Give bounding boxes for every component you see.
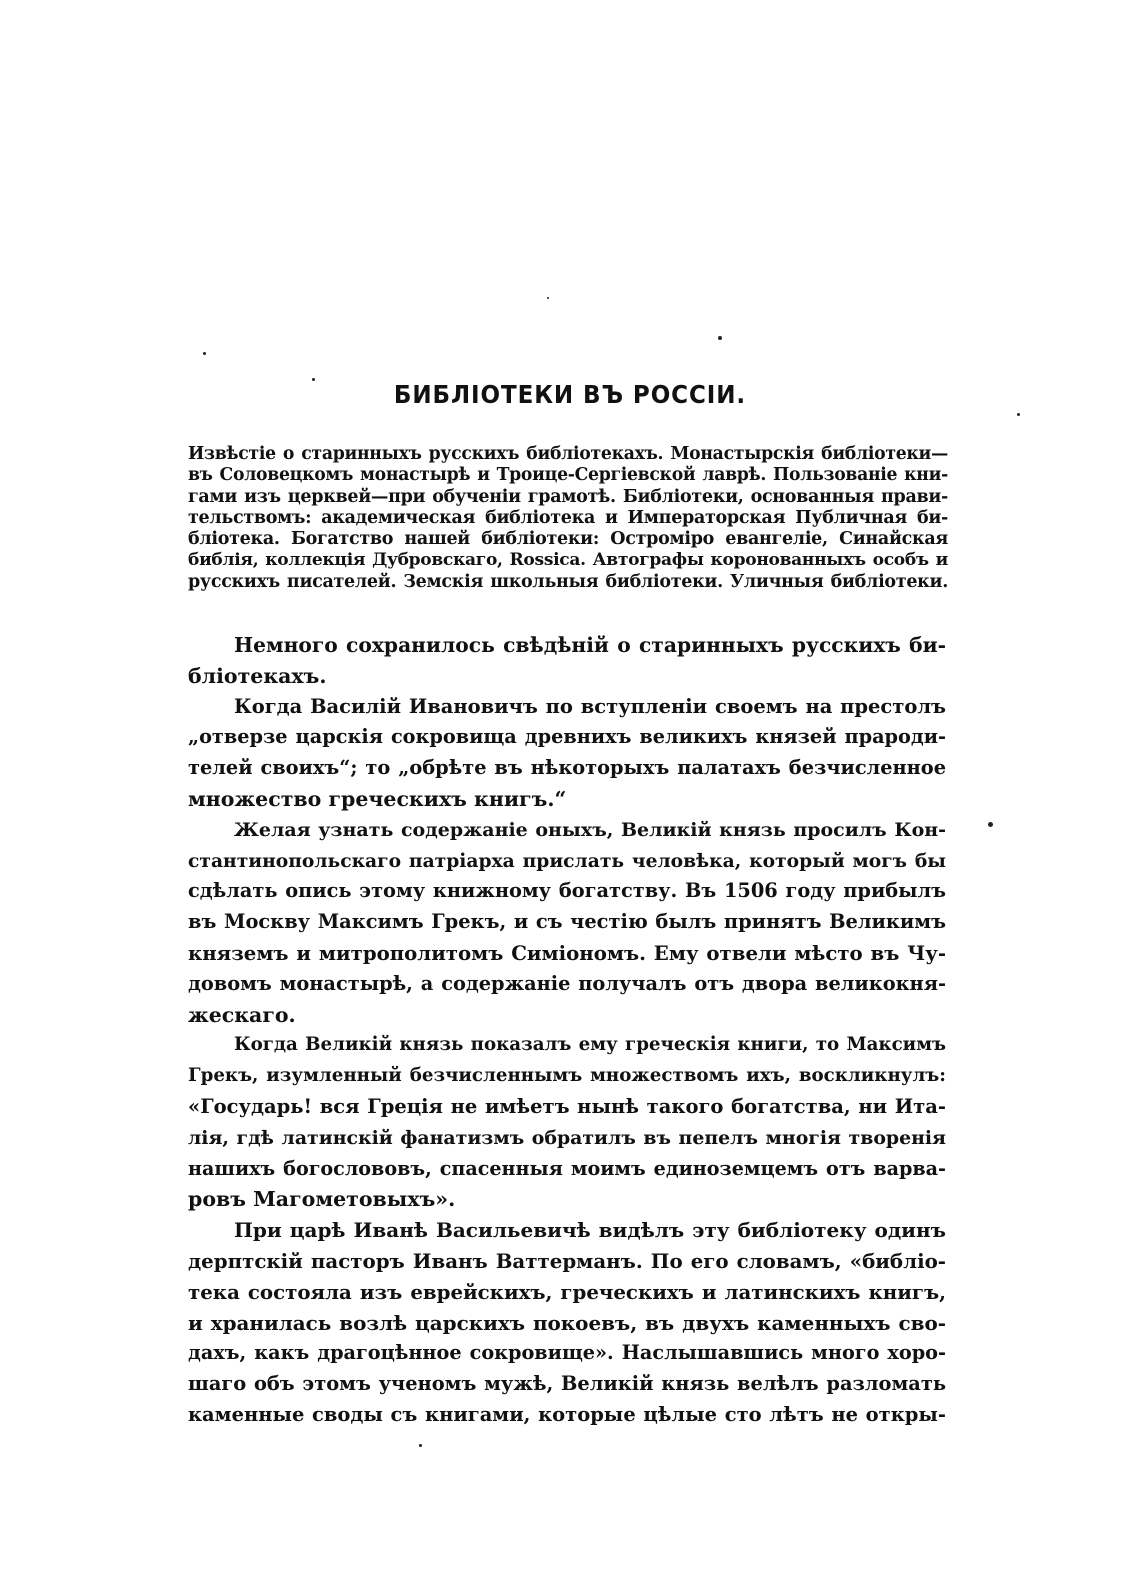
body-line: сдѣлать опись этому книжному богатству. Въ 1506 году прибылъ bbox=[188, 879, 946, 903]
body-line: стантинопольскаго патріарха прислать человѣка, который могъ бы bbox=[188, 849, 946, 872]
summary-line: тельствомъ: академическая библіотека и Императорская Публичная би- bbox=[188, 507, 948, 528]
body-line: каменные своды съ книгами, которые цѣлые сто лѣтъ не откры- bbox=[188, 1402, 946, 1426]
body-line: Когда Василій Ивановичъ по вступленіи своемъ на престолъ bbox=[234, 694, 946, 718]
body-line: дерптскій пасторъ Иванъ Ваттерманъ. По его словамъ, «библіо- bbox=[188, 1248, 946, 1273]
chapter-summary bbox=[188, 444, 948, 593]
body-line: довомъ монастырѣ, а содержаніе получалъ отъ двора великокня- bbox=[188, 971, 946, 995]
page-title: БИБЛІОТЕКИ ВЪ РОССІИ. bbox=[393, 380, 747, 409]
body-line: Когда Великій князь показалъ ему греческія книги, то Максимъ bbox=[234, 1034, 946, 1056]
summary-line: Извѣстіе о старинныхъ русскихъ библіотекахъ. Монастырскія библіотеки— bbox=[188, 444, 948, 464]
scan-speck bbox=[988, 822, 993, 827]
body-text bbox=[188, 630, 946, 1431]
body-line: нашихъ богослововъ, спасенныя моимъ единоземцемъ отъ варва- bbox=[188, 1156, 946, 1180]
body-line: въ Москву Максимъ Грекъ, и съ честію былъ принятъ Великимъ bbox=[188, 910, 946, 934]
body-line: телей своихъ“; то „обрѣте въ нѣкоторыхъ палатахъ безчисленное bbox=[188, 756, 946, 780]
scan-speck bbox=[419, 1444, 422, 1447]
body-line: бліотекахъ. bbox=[188, 663, 327, 688]
body-line: Немного сохранилось свѣдѣній о старинныхъ русскихъ би- bbox=[234, 633, 946, 657]
body-line: Желая узнать содержаніе оныхъ, Великій князь просилъ Кон- bbox=[234, 818, 946, 841]
body-line: лія, гдѣ латинскій фанатизмъ обратилъ въ пепелъ многія творенія bbox=[188, 1126, 946, 1149]
body-line: шаго объ этомъ ученомъ мужѣ, Великій князь велѣлъ разломать bbox=[188, 1372, 946, 1396]
body-line: и хранилась возлѣ царскихъ покоевъ, въ двухъ каменныхъ сво- bbox=[188, 1310, 946, 1335]
summary-line: библія, коллекція Дубровскаго, Rossica. Автографы коронованныхъ особъ и bbox=[188, 550, 948, 571]
summary-line: русскихъ писателей. Земскія школьныя библіотеки. Уличныя библіотеки. bbox=[188, 571, 948, 592]
body-line: Грекъ, изумленный безчисленнымъ множествомъ ихъ, воскликнулъ: bbox=[188, 1065, 946, 1087]
scan-speck bbox=[718, 336, 722, 340]
body-line: дахъ, какъ драгоцѣнное сокровище». Наслышавшись много хоро- bbox=[188, 1341, 946, 1365]
summary-line: бліотека. Богатство нашей библіотеки: Остроміро евангеліе, Синайская bbox=[188, 529, 948, 550]
scan-speck bbox=[203, 352, 206, 355]
body-line: множество греческихъ книгъ.“ bbox=[188, 786, 567, 811]
summary-line: въ Соловецкомъ монастырѣ и Троице-Сергіевской лаврѣ. Пользованіе кни- bbox=[188, 465, 948, 486]
body-line: ровъ Магометовыхъ». bbox=[188, 1187, 456, 1212]
summary-line: гами изъ церквей—при обученіи грамотѣ. Библіотеки, основанныя прави- bbox=[188, 486, 948, 507]
scan-speck bbox=[1017, 413, 1020, 416]
scan-speck bbox=[312, 378, 315, 381]
body-line: тека состояла изъ еврейскихъ, греческихъ и латинскихъ книгъ, bbox=[188, 1279, 946, 1304]
scan-speck bbox=[547, 297, 549, 299]
body-line: княземъ и митрополитомъ Симіономъ. Ему отвели мѣсто въ Чу- bbox=[188, 940, 946, 965]
body-line: «Государь! вся Греція не имѣетъ нынѣ такого богатства, ни Ита- bbox=[188, 1094, 946, 1118]
body-line: „отверзе царскія сокровища древнихъ великихъ князей прароди- bbox=[188, 725, 946, 749]
body-line: При царѣ Иванѣ Васильевичѣ видѣлъ эту библіотеку одинъ bbox=[234, 1218, 946, 1243]
body-line: жескаго. bbox=[188, 1002, 296, 1027]
